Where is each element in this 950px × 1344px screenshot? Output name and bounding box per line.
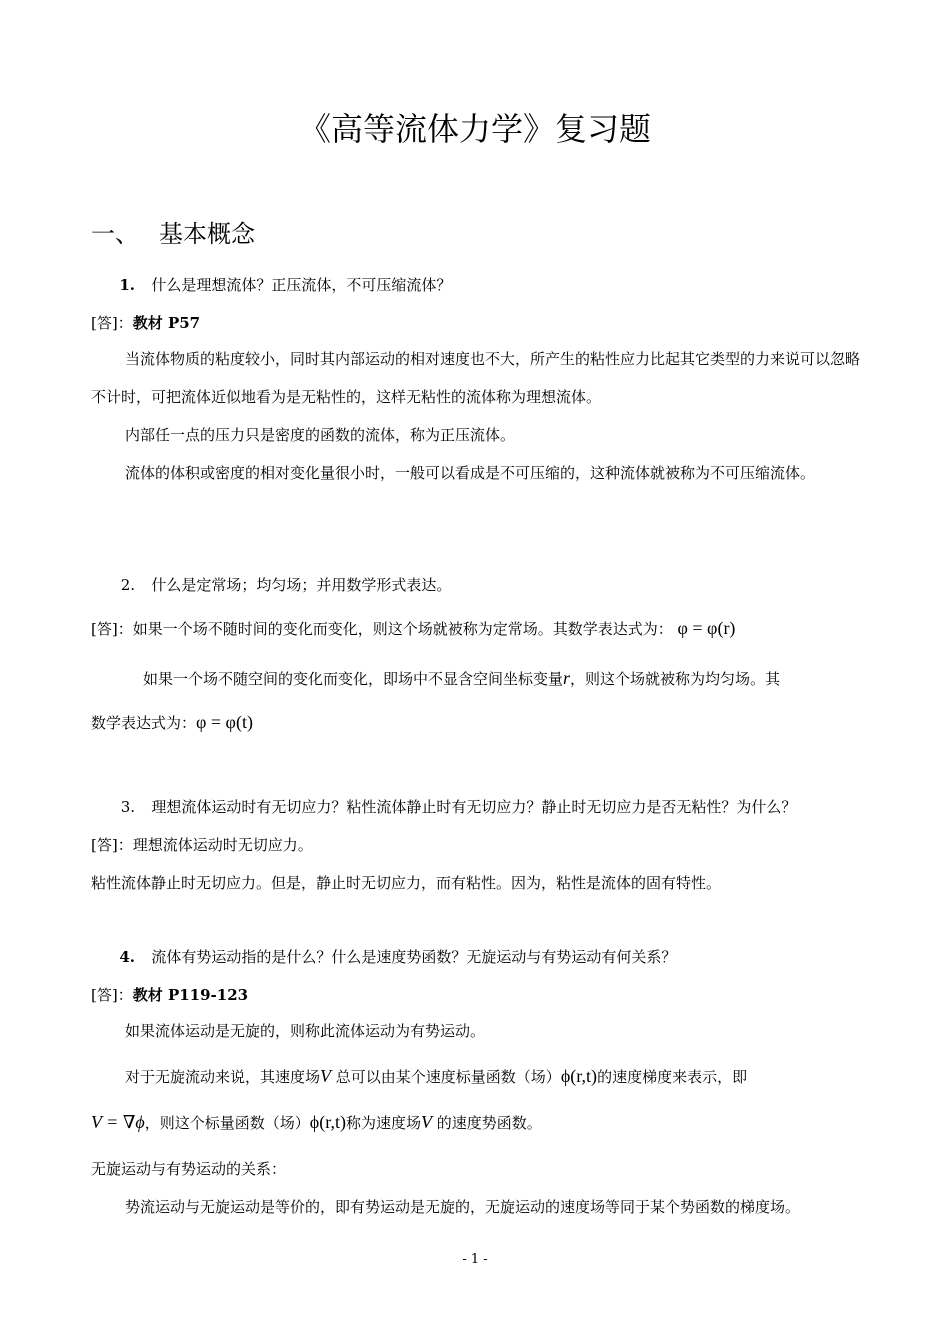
steady-field-formula: φ = φ(r) [677, 618, 736, 638]
question-text: 流体有势运动指的是什么？什么是速度势函数？无旋运动与有势运动有何关系？ [151, 948, 677, 966]
answer-1-paragraph-1: 当流体物质的粘度较小，同时其内部运动的相对速度也不大，所产生的粘性应力比起其它类型的力来说可以忽略不计时，可把流体近似地看为是无粘性的，这样无粘性的流体称为理想流体。 [91, 350, 861, 406]
answer-label: [答]： [91, 836, 133, 854]
page-number: - 1 - [462, 1252, 488, 1267]
answer-text: 对于无旋流动来说，其速度场 [125, 1068, 321, 1086]
answer-4-paragraph-1: 如果流体运动是无旋的，则称此流体运动为有势运动。 [125, 1022, 486, 1040]
question-1 [91, 274, 451, 295]
answer-text: ，则这个场就被称为均匀场。其 [570, 670, 781, 688]
answer-2-line-1 [91, 618, 735, 639]
velocity-field-V: V [420, 1112, 432, 1132]
answer-1-paragraph-3: 流体的体积或密度的相对变化量很小时，一般可以看成是不可压缩的，这种流体就被称为不可压缩流体。 [125, 464, 816, 482]
answer-4-header [91, 984, 248, 1005]
answer-text: 理想流体运动时无切应力。 [132, 836, 313, 854]
question-text: 什么是定常场；均匀场；并用数学形式表达。 [151, 576, 452, 594]
section-number: 一、 [91, 220, 139, 248]
answer-2-line-2 [143, 668, 780, 689]
question-4 [91, 946, 676, 967]
uniform-field-formula: φ = φ(t) [196, 712, 253, 732]
answer-text: 的速度势函数。 [436, 1114, 542, 1132]
potential-function: ϕ(r,t) [560, 1066, 598, 1086]
question-text: 理想流体运动时有无切应力？粘性流体静止时有无切应力？静止时无切应力是否无粘性？为什么？ [151, 798, 797, 816]
answer-text: 总可以由某个速度标量函数（场） [335, 1068, 561, 1086]
potential-function: ϕ(r,t) [309, 1112, 346, 1132]
question-2 [91, 574, 451, 595]
question-number: 4. [119, 948, 135, 966]
answer-reference: 教材 P119-123 [132, 986, 249, 1004]
question-number: 3. [120, 798, 135, 816]
answer-3-line-1 [91, 834, 313, 855]
answer-label: [答]： [91, 986, 133, 1004]
question-3 [91, 796, 796, 817]
section-heading [91, 214, 255, 249]
gradient-equation: V = ∇ϕ [91, 1112, 145, 1132]
answer-3-line-2: 粘性流体静止时无切应力。但是，静止时无切应力，而有粘性。因为，粘性是流体的固有特性。 [91, 874, 722, 892]
answer-text: 称为速度场 [345, 1114, 421, 1132]
section-label: 基本概念 [159, 220, 255, 248]
answer-2-line-3 [91, 712, 253, 733]
answer-4-relation-label: 无旋运动与有势运动的关系： [91, 1160, 287, 1178]
answer-text: 的速度梯度来表示，即 [597, 1068, 748, 1086]
question-text: 什么是理想流体？正压流体，不可压缩流体？ [151, 276, 452, 294]
answer-4-paragraph-2 [125, 1066, 747, 1087]
answer-text: 如果一个场不随空间的变化而变化，即场中不显含空间坐标变量 [143, 670, 564, 688]
answer-1-header [91, 312, 200, 333]
velocity-field-V: V [320, 1066, 332, 1086]
question-number: 2. [120, 576, 135, 594]
answer-label: [答]： [91, 620, 133, 638]
page-title: 《高等流体力学》复习题 [298, 110, 651, 148]
answer-label: [答]： [91, 314, 133, 332]
answer-1-paragraph-2: 内部任一点的压力只是密度的函数的流体，称为正压流体。 [125, 426, 516, 444]
answer-4-paragraph-3 [91, 1112, 542, 1133]
answer-4-relation-text: 势流运动与无旋运动是等价的，即有势运动是无旋的，无旋运动的速度场等同于某个势函数的梯度场。 [125, 1198, 801, 1216]
answer-text: 数学表达式为： [91, 714, 197, 732]
question-number: 1. [119, 276, 135, 294]
variable-r: r [563, 668, 571, 688]
answer-text: 如果一个场不随时间的变化而变化，则这个场就被称为定常场。其数学表达式为： [132, 620, 673, 638]
answer-reference: 教材 P57 [132, 314, 201, 332]
answer-text: ，则这个标量函数（场） [144, 1114, 310, 1132]
